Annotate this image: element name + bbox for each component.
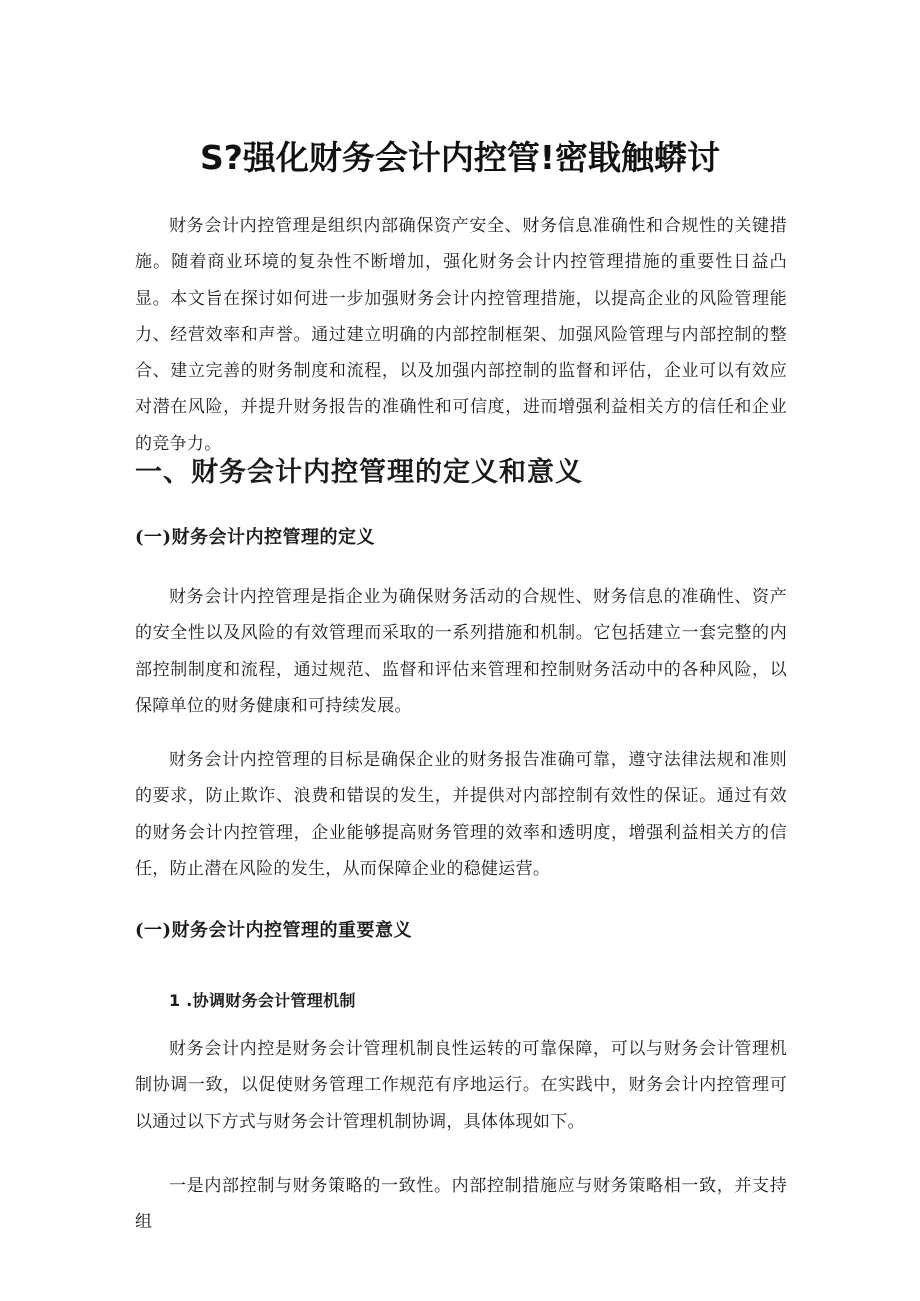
definition-paragraph-2: 财务会计内控管理的目标是确保企业的财务报告准确可靠，遵守法律法规和准则的要求，防止欺诈、浪费和错误的发生，并提供对内部控制有效性的保证。通过有效的财务会计内控管理，企业能够提高财务管理的效率和透明度，增强利益相关方的信任，防止潜在风险的发生，从而保障企业的稳健运营。 (135, 750, 787, 879)
item-heading-1: 1 .协调财务会计管理机制 (169, 991, 356, 1010)
item1-paragraph-2: 一是内部控制与财务策略的一致性。内部控制措施应与财务策略相一致，并支持组 (135, 1176, 787, 1233)
section-heading-1: 一、财务会计内控管理的定义和意义 (135, 457, 583, 488)
subsection-heading-significance: (一)财务会计内控管理的重要意义 (135, 920, 413, 941)
intro-paragraph: 财务会计内控管理是组织内部确保资产安全、财务信息准确性和合规性的关键措施。随着商业环境的复杂性不断增加，强化财务会计内控管理措施的重要性日益凸显。本文旨在探讨如何进一步加强财务会计内控管理措施，以提高企业的风险管理能力、经营效率和声誉。通过建立明确的内部控制框架、加强风险管理与内部控制的整合、建立完善的财务制度和流程，以及加强内部控制的监督和评估，企业可以有效应对潜在风险，并提升财务报告的准确性和可信度，进而增强利益相关方的信任和企业的竞争力。 (135, 216, 787, 454)
document-title: S?强化财务会计内控管!密戢触蟒讨 (200, 138, 720, 177)
item1-paragraph-1: 财务会计内控是财务会计管理机制良性运转的可靠保障，可以与财务会计管理机制协调一致，以促使财务管理工作规范有序地运行。在实践中，财务会计内控管理可以通过以下方式与财务会计管理机制协调，具体体现如下。 (135, 1039, 787, 1132)
subsection-heading-definition: (一)财务会计内控管理的定义 (135, 527, 376, 548)
definition-paragraph-1: 财务会计内控管理是指企业为确保财务活动的合规性、财务信息的准确性、资产的安全性以及风险的有效管理而采取的一系列措施和机制。它包括建立一套完整的内部控制制度和流程，通过规范、监督和评估来管理和控制财务活动中的各种风险，以保障单位的财务健康和可持续发展。 (135, 587, 787, 716)
